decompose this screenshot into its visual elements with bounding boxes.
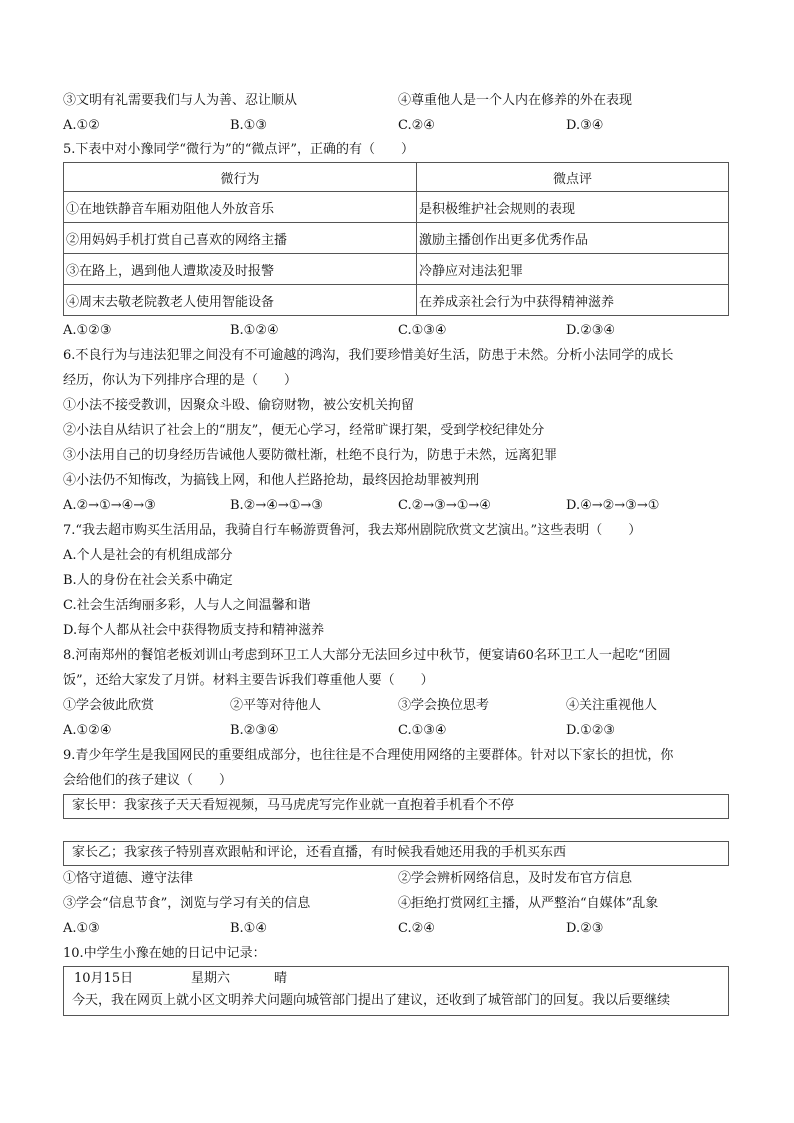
table-cell: 是积极维护社会规则的表现 [417, 192, 729, 223]
q8-item-2: ②平等对待他人 [230, 698, 322, 713]
q9-stem-line2: 会给他们的孩子建议（ ） [63, 773, 233, 788]
q8-option-c: C.①③④ [398, 723, 447, 738]
q8-stem-line2: 饭”，还给大家发了月饼。材料主要告诉我们尊重他人要（ ） [63, 673, 434, 688]
q8-item-4: ④关注重视他人 [566, 698, 658, 713]
q4-option-a: A.①② [63, 118, 100, 133]
q4-item-3: ③文明有礼需要我们与人为善、忍让顺从 [63, 93, 298, 108]
q6-stem-line1: 6.不良行为与违法犯罪之间没有不可逾越的鸿沟，我们要珍惜美好生活，防患于未然。分析小法同学的成长 [63, 348, 674, 363]
table-row [64, 285, 729, 316]
q5-option-d: D.②③④ [566, 323, 616, 338]
table-cell: ②用妈妈手机打赏自己喜欢的网络主播 [64, 223, 417, 254]
parent-b-quote: 家长乙；我家孩子特别喜欢跟帖和评论，还看直播，有时候我看她还用我的手机买东西 [72, 845, 567, 860]
table-header-behavior: 微行为 [64, 163, 417, 192]
q7-option-a: A.个人是社会的有机组成部分 [63, 548, 233, 563]
q9-item-2: ②学会辨析网络信息，及时发布官方信息 [398, 871, 633, 886]
q6-item-4: ④小法仍不知悔改，为搞钱上网，和他人拦路抢劫，最终因抢劫罪被判刑 [63, 473, 480, 488]
q6-option-c: C.②→③→①→④ [398, 498, 491, 513]
q6-item-1: ①小法不接受教训，因聚众斗殴、偷窃财物，被公安机关拘留 [63, 398, 415, 413]
table-row [64, 254, 729, 285]
q8-stem-line1: 8.河南郑州的餐馆老板刘训山考虑到环卫工人大部分无法回乡过中秋节，便宴请60名环卫工人一起吃“团圆 [63, 648, 671, 663]
q5-stem: 5.下表中对小豫同学“微行为”的“微点评”，正确的有（ ） [63, 142, 414, 157]
q4-item-4: ④尊重他人是一个人内在修养的外在表现 [398, 93, 633, 108]
table-cell: ④周末去敬老院教老人使用智能设备 [64, 285, 417, 316]
table-row [64, 192, 729, 223]
diary-body: 今天，我在网页上就小区文明养犬问题向城管部门提出了建议，还收到了城管部门的回复。我以后要继续 [72, 993, 671, 1008]
diary-weather: 晴 [274, 971, 288, 986]
parent-a-quote: 家长甲：我家孩子天天看短视频，马马虎虎写完作业就一直抱着手机看个不停 [72, 798, 515, 813]
q4-option-d: D.③④ [566, 118, 604, 133]
q7-option-c: C.社会生活绚丽多彩，人与人之间温馨和谐 [63, 598, 311, 613]
table-cell: 冷静应对违法犯罪 [417, 254, 729, 285]
q4-option-b: B.①③ [230, 118, 267, 133]
diary-header [72, 968, 720, 990]
q4-option-c: C.②④ [398, 118, 435, 133]
q9-option-c: C.②④ [398, 921, 435, 936]
diary-date: 10月15日 [74, 971, 134, 986]
q6-item-2: ②小法自从结识了社会上的“朋友”，便无心学习，经常旷课打架，受到学校纪律处分 [63, 423, 545, 438]
parent-a-quote-box [63, 794, 729, 819]
q7-option-d: D.每个人都从社会中获得物质支持和精神滋养 [63, 623, 325, 638]
q8-item-1: ①学会彼此欣赏 [63, 698, 155, 713]
table-cell: ①在地铁静音车厢劝阻他人外放音乐 [64, 192, 417, 223]
q5-option-b: B.①②④ [230, 323, 279, 338]
q9-item-4: ④拒绝打赏网红主播，从严整治“自媒体”乱象 [398, 896, 659, 911]
q8-option-b: B.②③④ [230, 723, 279, 738]
q9-option-d: D.②③ [566, 921, 604, 936]
q5-table [63, 162, 729, 316]
q5-option-c: C.①③④ [398, 323, 447, 338]
q9-option-a: A.①③ [63, 921, 100, 936]
table-header-comment: 微点评 [417, 163, 729, 192]
table-row [64, 223, 729, 254]
q10-stem: 10.中学生小豫在她的日记中记录： [63, 946, 266, 961]
q6-option-b: B.②→④→①→③ [230, 498, 323, 513]
q8-item-3: ③学会换位思考 [398, 698, 490, 713]
q6-stem-line2: 经历，你认为下列排序合理的是（ ） [63, 373, 298, 388]
q6-item-3: ③小法用自己的切身经历告诫他人要防微杜渐，杜绝不良行为，防患于未然，远离犯罪 [63, 448, 558, 463]
q7-option-b: B.人的身份在社会关系中确定 [63, 573, 233, 588]
q6-option-a: A.②→①→④→③ [63, 498, 156, 513]
diary-weekday: 星期六 [191, 971, 231, 986]
parent-b-quote-box [63, 841, 729, 866]
table-cell: ③在路上，遇到他人遭欺凌及时报警 [64, 254, 417, 285]
q9-stem-line1: 9.青少年学生是我国网民的重要组成部分，也往往是不合理使用网络的主要群体。针对以下家长的担忧，你 [63, 748, 674, 763]
q9-item-1: ①恪守道德、遵守法律 [63, 871, 194, 886]
q6-option-d: D.④→②→③→① [566, 498, 660, 513]
diary-box [63, 966, 729, 1016]
table-header-row [64, 163, 729, 192]
q8-option-d: D.①②③ [566, 723, 616, 738]
q8-option-a: A.①②④ [63, 723, 112, 738]
q9-option-b: B.①④ [230, 921, 267, 936]
table-cell: 在养成亲社会行为中获得精神滋养 [417, 285, 729, 316]
q9-item-3: ③学会“信息节食”，浏览与学习有关的信息 [63, 896, 311, 911]
table-cell: 激励主播创作出更多优秀作品 [417, 223, 729, 254]
q7-stem: 7.“我去超市购买生活用品，我骑自行车畅游贾鲁河，我去郑州剧院欣赏文艺演出。”这些表明（ ） [63, 523, 642, 538]
q5-option-a: A.①②③ [63, 323, 112, 338]
